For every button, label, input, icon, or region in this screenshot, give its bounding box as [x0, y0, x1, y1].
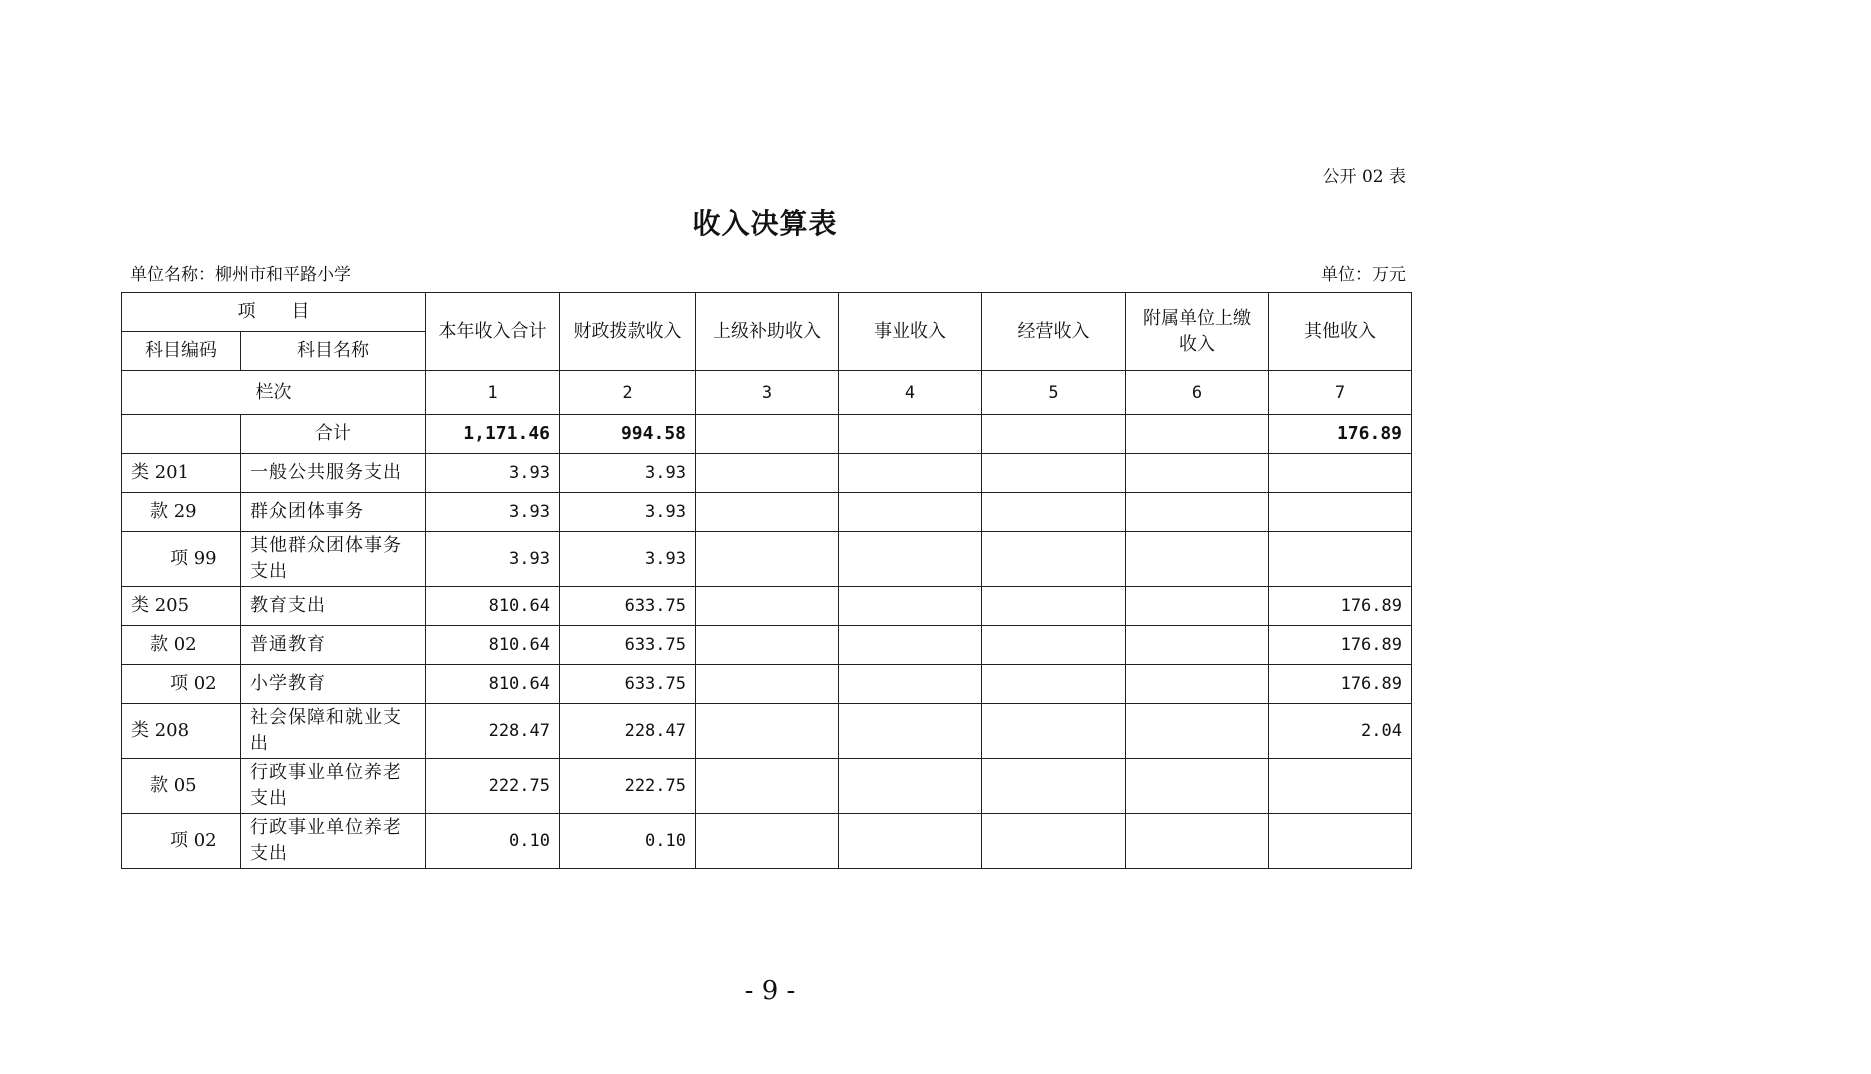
subject-name: 行政事业单位养老支出	[241, 814, 426, 869]
header-code: 科目编码	[122, 332, 241, 371]
subject-name: 其他群众团体事务支出	[241, 532, 426, 587]
table-row	[122, 532, 1412, 587]
subject-code: 类 205	[122, 587, 241, 626]
value-col-7: 176.89	[1269, 665, 1412, 704]
value-col-2: 228.47	[560, 704, 696, 759]
value-col-1: 3.93	[426, 532, 560, 587]
value-col-6	[1126, 665, 1269, 704]
unit-name: 单位名称：柳州市和平路小学	[130, 265, 351, 285]
value-col-2: 633.75	[560, 665, 696, 704]
value-col-4	[839, 704, 982, 759]
total-code	[122, 415, 241, 454]
value-col-6	[1126, 587, 1269, 626]
value-col-4	[839, 587, 982, 626]
value-col-7: 176.89	[1269, 587, 1412, 626]
table-row	[122, 493, 1412, 532]
header-col-2: 财政拨款收入	[560, 293, 696, 371]
subject-code: 项 02	[122, 665, 241, 704]
subject-name: 群众团体事务	[241, 493, 426, 532]
value-col-1: 228.47	[426, 704, 560, 759]
subject-name: 小学教育	[241, 665, 426, 704]
header-item: 项 目	[122, 293, 426, 332]
page-number: - 9 -	[744, 976, 796, 1006]
subject-code: 款 29	[122, 493, 241, 532]
total-row	[122, 415, 1412, 454]
total-value-5	[982, 415, 1126, 454]
unit-of-measure: 单位：万元	[1321, 265, 1406, 285]
value-col-1: 222.75	[426, 759, 560, 814]
value-col-3	[696, 587, 839, 626]
subject-name: 社会保障和就业支出	[241, 704, 426, 759]
value-col-2: 3.93	[560, 454, 696, 493]
value-col-6	[1126, 493, 1269, 532]
table-row	[122, 587, 1412, 626]
subject-code: 款 02	[122, 626, 241, 665]
total-value-7: 176.89	[1269, 415, 1412, 454]
total-value-4	[839, 415, 982, 454]
table-row	[122, 665, 1412, 704]
table-row	[122, 454, 1412, 493]
header-col-1: 本年收入合计	[426, 293, 560, 371]
subject-name: 行政事业单位养老支出	[241, 759, 426, 814]
value-col-5	[982, 493, 1126, 532]
value-col-6	[1126, 626, 1269, 665]
value-col-7	[1269, 532, 1412, 587]
subject-name: 教育支出	[241, 587, 426, 626]
value-col-4	[839, 665, 982, 704]
header-row-1	[122, 293, 1412, 332]
value-col-3	[696, 626, 839, 665]
value-col-5	[982, 454, 1126, 493]
value-col-5	[982, 587, 1126, 626]
value-col-1: 810.64	[426, 665, 560, 704]
column-number-3: 3	[696, 371, 839, 415]
subject-name: 一般公共服务支出	[241, 454, 426, 493]
value-col-4	[839, 532, 982, 587]
value-col-4	[839, 814, 982, 869]
header-col-6: 附属单位上缴收入	[1126, 293, 1269, 371]
subject-name: 普通教育	[241, 626, 426, 665]
column-number-1: 1	[426, 371, 560, 415]
value-col-1: 810.64	[426, 626, 560, 665]
value-col-5	[982, 759, 1126, 814]
subject-code: 款 05	[122, 759, 241, 814]
total-value-1: 1,171.46	[426, 415, 560, 454]
value-col-7	[1269, 814, 1412, 869]
value-col-2: 3.93	[560, 493, 696, 532]
value-col-6	[1126, 814, 1269, 869]
value-col-6	[1126, 759, 1269, 814]
value-col-1: 810.64	[426, 587, 560, 626]
column-number-2: 2	[560, 371, 696, 415]
header-name: 科目名称	[241, 332, 426, 371]
value-col-1: 3.93	[426, 454, 560, 493]
table-row	[122, 704, 1412, 759]
header-col-3: 上级补助收入	[696, 293, 839, 371]
subject-code: 项 99	[122, 532, 241, 587]
value-col-7: 176.89	[1269, 626, 1412, 665]
table-row	[122, 626, 1412, 665]
value-col-7: 2.04	[1269, 704, 1412, 759]
subject-code: 类 208	[122, 704, 241, 759]
column-number-label: 栏次	[122, 371, 426, 415]
total-label: 合计	[241, 415, 426, 454]
value-col-4	[839, 493, 982, 532]
table-row	[122, 759, 1412, 814]
value-col-5	[982, 626, 1126, 665]
value-col-3	[696, 665, 839, 704]
value-col-2: 222.75	[560, 759, 696, 814]
value-col-4	[839, 759, 982, 814]
value-col-2: 633.75	[560, 587, 696, 626]
subject-code: 类 201	[122, 454, 241, 493]
total-value-6	[1126, 415, 1269, 454]
income-settlement-table	[121, 292, 1412, 869]
header-col-5: 经营收入	[982, 293, 1126, 371]
column-number-7: 7	[1269, 371, 1412, 415]
value-col-2: 3.93	[560, 532, 696, 587]
value-col-4	[839, 454, 982, 493]
value-col-6	[1126, 454, 1269, 493]
column-number-row	[122, 371, 1412, 415]
total-value-3	[696, 415, 839, 454]
value-col-3	[696, 814, 839, 869]
header-col-7: 其他收入	[1269, 293, 1412, 371]
total-value-2: 994.58	[560, 415, 696, 454]
form-number: 公开 02 表	[1322, 167, 1406, 187]
value-col-5	[982, 814, 1126, 869]
value-col-1: 3.93	[426, 493, 560, 532]
value-col-3	[696, 493, 839, 532]
value-col-3	[696, 704, 839, 759]
value-col-5	[982, 704, 1126, 759]
value-col-5	[982, 665, 1126, 704]
column-number-6: 6	[1126, 371, 1269, 415]
value-col-7	[1269, 493, 1412, 532]
value-col-7	[1269, 454, 1412, 493]
value-col-3	[696, 759, 839, 814]
value-col-4	[839, 626, 982, 665]
header-col-4: 事业收入	[839, 293, 982, 371]
value-col-6	[1126, 532, 1269, 587]
value-col-7	[1269, 759, 1412, 814]
value-col-2: 633.75	[560, 626, 696, 665]
value-col-3	[696, 532, 839, 587]
value-col-3	[696, 454, 839, 493]
column-number-5: 5	[982, 371, 1126, 415]
value-col-5	[982, 532, 1126, 587]
column-number-4: 4	[839, 371, 982, 415]
value-col-2: 0.10	[560, 814, 696, 869]
subject-code: 项 02	[122, 814, 241, 869]
value-col-6	[1126, 704, 1269, 759]
table-row	[122, 814, 1412, 869]
value-col-1: 0.10	[426, 814, 560, 869]
document-title: 收入决算表	[692, 207, 838, 240]
